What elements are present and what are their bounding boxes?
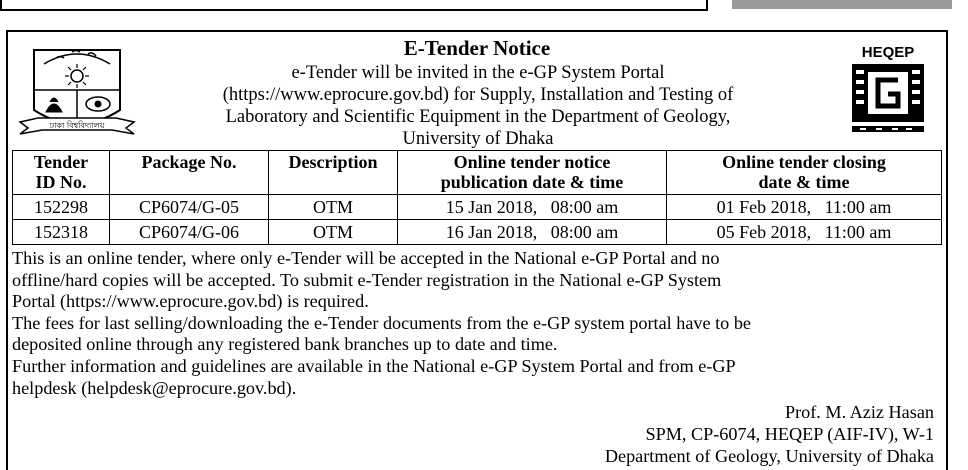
signatory-title: SPM, CP-6074, HEQEP (AIF-IV), W-1 bbox=[645, 424, 934, 444]
body-line: offline/hard copies will be accepted. To submit e-Tender registration in the National e-GP System bbox=[12, 269, 722, 290]
body-line: The fees for last selling/downloading the e-Tender documents from the e-GP system portal have to be bbox=[12, 312, 751, 333]
body-line: helpdesk (helpdesk@eprocure.gov.bd). bbox=[12, 377, 297, 398]
notice-header bbox=[8, 32, 946, 150]
publication-date-cell: 16 Jan 2018, 08:00 am bbox=[398, 220, 667, 245]
notice-title: E-Tender Notice bbox=[403, 36, 551, 60]
tender-table bbox=[12, 150, 942, 245]
description-cell: OTM bbox=[269, 220, 398, 245]
table-row bbox=[13, 195, 942, 220]
heqep-logo-text: HEQEP bbox=[861, 44, 915, 61]
body-line: Further information and guidelines are available in the National e-GP System Portal and from e-GP bbox=[12, 355, 736, 376]
seal-ribbon-text: ঢাকা বিশ্ববিদ্যালয় bbox=[49, 121, 105, 130]
notice-body bbox=[12, 248, 938, 399]
column-header-publication-date: Online tender notice publication date & time bbox=[398, 151, 667, 195]
body-line: This is an online tender, where only e-Tender will be accepted in the National e-GP Portal and no bbox=[12, 248, 720, 268]
closing-date-cell: 05 Feb 2018, 11:00 am bbox=[667, 220, 942, 245]
intro-line: e-Tender will be invited in the e-GP System Portal bbox=[291, 63, 665, 83]
column-header-description: Description bbox=[269, 151, 398, 195]
description-cell: OTM bbox=[269, 195, 398, 220]
column-header-tender-id: Tender ID No. bbox=[13, 151, 110, 195]
heqep-logo-icon bbox=[840, 44, 936, 140]
column-header-closing-date: Online tender closing date & time bbox=[667, 151, 942, 195]
tender-id-cell: 152298 bbox=[13, 195, 110, 220]
body-line: deposited online through any registered bank branches up to date and time. bbox=[12, 334, 558, 355]
notice-intro bbox=[158, 62, 798, 150]
table-row bbox=[13, 220, 942, 245]
tender-notice bbox=[6, 30, 948, 470]
publication-date-cell: 15 Jan 2018, 08:00 am bbox=[398, 195, 667, 220]
body-line: Portal (https://www.eprocure.gov.bd) is required. bbox=[12, 291, 369, 312]
previous-ad-strip bbox=[0, 0, 968, 20]
package-no-cell: CP6074/G-06 bbox=[110, 220, 269, 245]
previous-ad-box bbox=[0, 0, 708, 11]
intro-line: (https://www.eprocure.gov.bd) for Supply, Installation and Testing of bbox=[222, 85, 734, 105]
signature-block bbox=[605, 401, 934, 467]
tender-id-cell: 152318 bbox=[13, 220, 110, 245]
intro-line: University of Dhaka bbox=[402, 129, 554, 149]
signatory-name: Prof. M. Aziz Hasan bbox=[784, 402, 934, 422]
package-no-cell: CP6074/G-05 bbox=[110, 195, 269, 220]
signatory-department: Department of Geology, University of Dhaka bbox=[604, 446, 934, 466]
table-header-row bbox=[13, 151, 942, 195]
intro-line: Laboratory and Scientific Equipment in the Department of Geology, bbox=[225, 107, 731, 127]
gray-ad-bar bbox=[732, 0, 952, 9]
closing-date-cell: 01 Feb 2018, 11:00 am bbox=[667, 195, 942, 220]
column-header-package-no: Package No. bbox=[110, 151, 269, 195]
